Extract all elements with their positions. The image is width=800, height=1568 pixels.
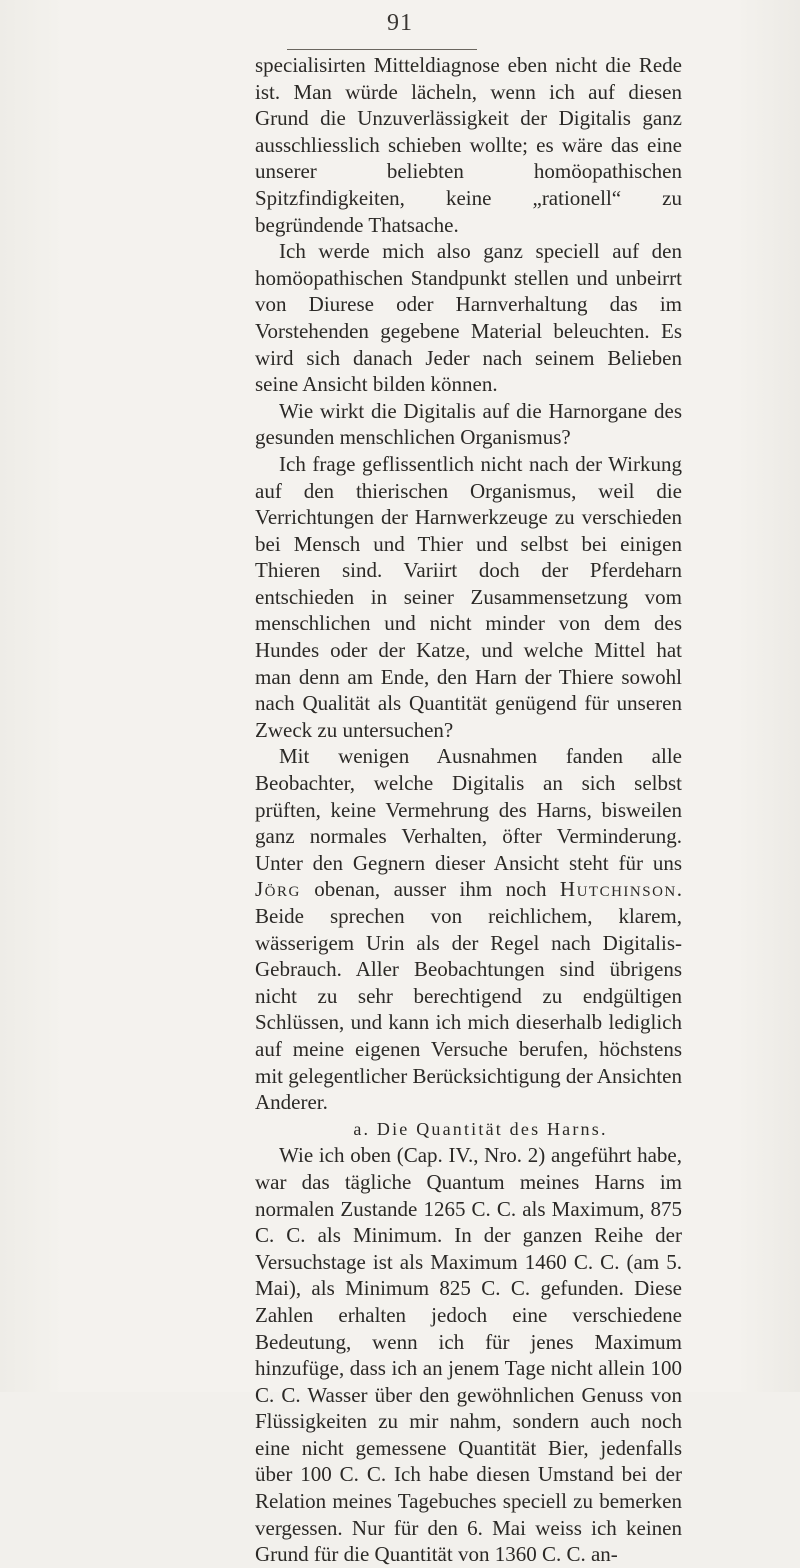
paragraph-5-part-2: obenan, ausser ihm noch [300, 877, 560, 902]
paragraph-5-part-3: . Beide sprechen von reichlichem, klarem, wässerigem Urin als der Regel nach Digitalis-Gebrauch. Aller Beobachtungen sind übrigens nicht zu sehr berechtigend zu endgültigen Schlüssen, und kann ich mich dieserhalb lediglich auf meine eigenen Versuche berufen, höchstens mit gelegentlicher Berücksichtigung der Ansichten Anderer. [255, 877, 682, 1115]
body-text [255, 52, 682, 1568]
paragraph-4: Ich frage geflissentlich nicht nach der Wirkung auf den thierischen Organismus, weil die Verrichtungen der Harnwerkzeuge zu verschieden bei Mensch und Thier und selbst bei einigen Thieren sind. Variirt doch der Pferdeharn entschieden in seiner Zusammensetzung vom menschlichen und nicht minder von dem des Hundes oder der Katze, und welche Mittel hat man denn am Ende, den Harn der Thiere sowohl nach Qualität als Quantität genügend für unseren Zweck zu untersuchen? [255, 451, 682, 742]
section-title: Die Quantität des Harns. [376, 1118, 608, 1139]
paragraph-6: Wie ich oben (Cap. IV., Nro. 2) angeführt habe, war das tägliche Quantum meines Harns im normalen Zustande 1265 C. C. als Maximum, 875 C. C. als Minimum. In der ganzen Reihe der Versuchstage ist als Maximum 1460 C. C. (am 5. Mai), als Minimum 825 C. C. gefunden. Diese Zahlen erhalten jedoch eine verschiedene Bedeutung, wenn ich für jenes Maximum hinzufüge, dass ich an jenem Tage nicht allein 100 C. C. Wasser über den gewöhnlichen Genuss von Flüssigkeiten zu mir nahm, sondern auch noch eine nicht gemessene Quantität Bier, jedenfalls über 100 C. C. Ich habe diesen Umstand bei der Relation meines Tagebuches speciell zu bemerken vergessen. Nur für den 6. Mai weiss ich keinen Grund für die Quantität von 1360 C. C. an- [255, 1143, 682, 1567]
section-heading [255, 1116, 682, 1143]
paragraph-3: Wie wirkt die Digitalis auf die Harnorgane des gesunden menschlichen Organismus? [255, 398, 682, 450]
page-number: 91 [387, 10, 413, 36]
author-name-joerg: Jörg [255, 877, 301, 902]
author-name-hutchinson: Hutchinson [559, 877, 677, 902]
paragraph-5 [255, 743, 682, 1115]
section-label: a. [353, 1118, 371, 1139]
paragraph-1: specialisirten Mitteldiagnose eben nicht die Rede ist. Man würde lächeln, wenn ich auf diesen Grund die Unzuverlässigkeit der Digitalis ganz ausschliesslich schieben wollte; es wäre das eine unserer beliebten homöopathischen Spitzfindigkeiten, keine „rationell“ zu begründende Thatsache. [255, 53, 682, 237]
paragraph-2: Ich werde mich also ganz speciell auf den homöopathischen Standpunkt stellen und unbeirrt von Diurese oder Harnverhaltung das im Vorstehenden gegebene Material beleuchten. Es wird sich danach Jeder nach seinem Belieben seine Ansicht bilden können. [255, 239, 682, 397]
header-rule [287, 49, 477, 50]
paragraph-5-part-1: Mit wenigen Ausnahmen fanden alle Beobachter, welche Digitalis an sich selbst prüften, keine Vermehrung des Harns, bisweilen ganz normales Verhalten, öfter Verminderung. Unter den Gegnern dieser Ansicht steht für uns [255, 744, 682, 875]
